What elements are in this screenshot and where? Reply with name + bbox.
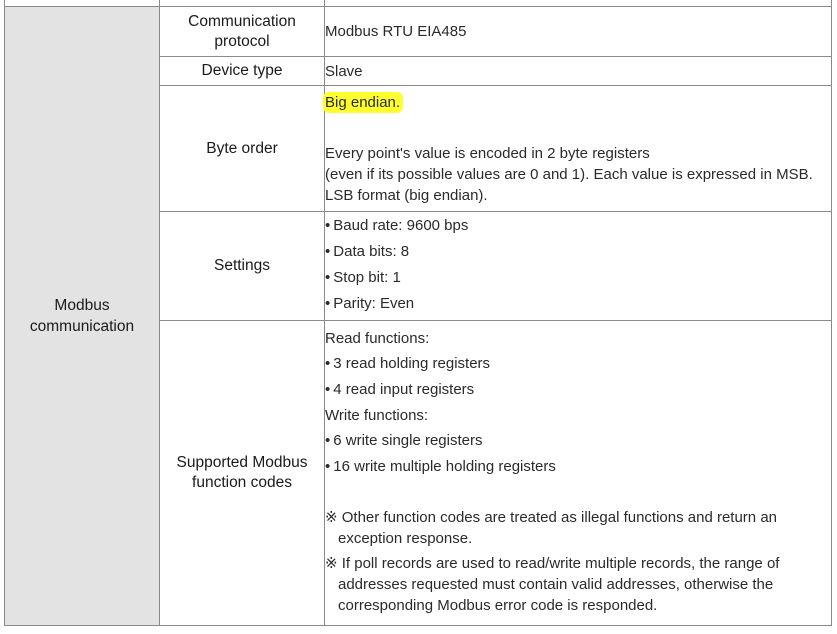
section-label [5,7,160,626]
byte-order-desc-1: Every point's value is encoded in 2 byte registers [325,144,650,162]
note-illegal-functions: ※ Other function codes are treated as illegal functions and return an exception response. [325,509,777,547]
settings-item-stop-bit: • Stop bit: 1 [325,267,831,288]
section-label-text: Modbus communication [29,297,135,335]
protocol-row [5,7,832,57]
functions-value-cell [325,321,832,626]
write-function-item: • 6 write single registers [325,430,831,451]
byte-order-label-cell [160,86,325,212]
protocol-value-cell [325,7,832,57]
settings-label: Settings [213,257,270,274]
device-type-label-cell [160,57,325,86]
big-endian-highlight: Big endian. [323,92,403,113]
protocol-label-cell [160,7,325,57]
byte-order-value-cell [325,86,832,212]
byte-order-desc-2: (even if its possible values are 0 and 1). Each value is expressed in MSB. [325,165,813,183]
protocol-label: Communication protocol [188,12,296,50]
settings-item-parity: • Parity: Even [325,293,831,314]
read-function-item: • 3 read holding registers [325,353,831,374]
settings-value-cell [325,212,832,321]
byte-order-label: Byte order [206,139,278,157]
settings-item-baud-rate: • Baud rate: 9600 bps [325,215,831,236]
device-type-label: Device type [201,62,283,79]
modbus-spec-table [4,0,832,626]
protocol-value: Modbus RTU EIA485 [325,23,467,40]
note-poll-records: ※ If poll records are used to read/write multiple records, the range of addresses requested must contain valid addresses, otherwise the corresponding Modbus error code is responded. [325,555,780,614]
write-function-item: • 16 write multiple holding registers [325,456,831,477]
byte-order-desc-3: LSB format (big endian). [325,186,488,204]
read-function-item: • 4 read input registers [325,379,831,400]
settings-item-data-bits: • Data bits: 8 [325,241,831,262]
device-type-value-cell [325,57,832,86]
functions-label-cell [160,321,325,626]
device-type-value: Slave [325,62,363,80]
functions-label: Supported Modbus function codes [176,454,308,491]
write-functions-heading: Write functions: [325,407,429,424]
read-functions-heading: Read functions: [325,330,430,347]
settings-label-cell [160,212,325,321]
